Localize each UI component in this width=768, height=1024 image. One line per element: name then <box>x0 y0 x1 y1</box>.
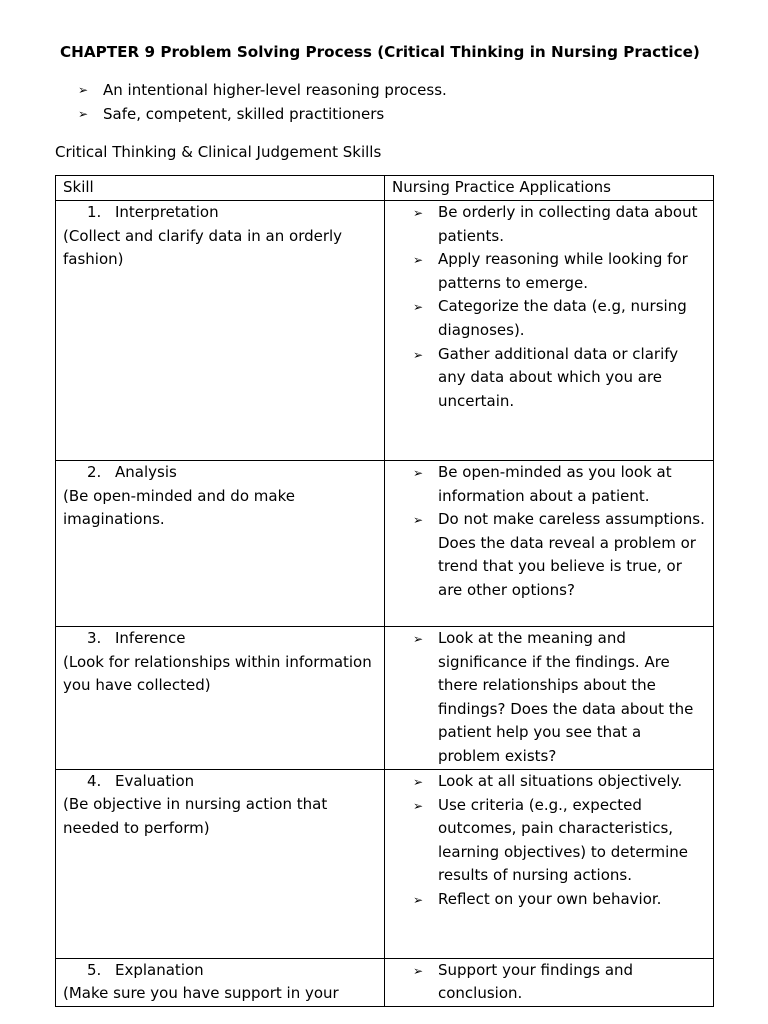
skill-description: (Be objective in nursing action that needed to perform) <box>63 795 328 837</box>
skill-description: (Make sure you have support in your <box>63 984 339 1003</box>
arrow-bullet-icon: ➢ <box>78 83 89 97</box>
page-title: CHAPTER 9 Problem Solving Process (Critical Thinking in Nursing Practice) <box>60 43 700 61</box>
skill-number: 3. <box>87 629 102 647</box>
table-header-row <box>56 176 714 201</box>
list-item <box>413 295 707 342</box>
arrow-bullet-icon: ➢ <box>78 107 89 121</box>
skill-cell <box>56 958 385 1006</box>
applications-list <box>392 461 707 603</box>
table-row <box>56 769 714 958</box>
application-text: Do not make careless assumptions. Does the data reveal a problem or trend that you believe is true, or are other options? <box>438 510 705 599</box>
arrow-bullet-icon: ➢ <box>413 774 424 789</box>
skill-heading <box>63 461 378 485</box>
application-text: Look at all situations objectively. <box>438 771 683 790</box>
section-heading: Critical Thinking & Clinical Judgement Skills <box>55 143 382 161</box>
skills-table <box>55 175 714 1007</box>
application-text: Use criteria (e.g., expected outcomes, pain characteristics, learning objectives) to determine results of nursing actions. <box>438 795 688 885</box>
application-text: Be orderly in collecting data about patients. <box>438 203 698 245</box>
skill-name: Interpretation <box>115 203 219 221</box>
application-text: Categorize the data (e.g, nursing diagnoses). <box>438 297 687 339</box>
table-row <box>56 958 714 1006</box>
list-item <box>413 770 707 794</box>
arrow-bullet-icon: ➢ <box>413 300 424 315</box>
application-text: Look at the meaning and significance if the findings. Are there relationships about the findings? Does the data about the patient help you see that a problem exists? <box>438 629 694 765</box>
skill-name: Analysis <box>115 463 177 481</box>
bullet-text: Safe, competent, skilled practitioners <box>103 105 385 123</box>
table-row <box>56 627 714 770</box>
list-item <box>413 888 707 912</box>
arrow-bullet-icon: ➢ <box>413 632 424 646</box>
arrow-bullet-icon: ➢ <box>413 963 424 978</box>
list-item <box>413 343 707 414</box>
application-text: Apply reasoning while looking for patterns to emerge. <box>438 250 688 292</box>
arrow-bullet-icon: ➢ <box>413 466 424 480</box>
list-item <box>413 959 707 1006</box>
table-row <box>56 461 714 627</box>
skill-description: (Collect and clarify data in an orderly fashion) <box>63 226 343 269</box>
skill-number: 1. <box>87 203 102 221</box>
application-text: Gather additional data or clarify any data about which you are uncertain. <box>438 344 679 410</box>
table-row <box>56 201 714 461</box>
applications-cell <box>385 769 714 958</box>
arrow-bullet-icon: ➢ <box>413 253 424 268</box>
arrow-bullet-icon: ➢ <box>413 798 424 813</box>
skill-cell <box>56 201 385 461</box>
skill-cell <box>56 461 385 627</box>
arrow-bullet-icon: ➢ <box>413 206 424 220</box>
skill-number: 2. <box>87 463 102 481</box>
skill-name: Evaluation <box>115 771 195 790</box>
skill-number: 4. <box>87 771 102 790</box>
list-item <box>413 627 707 769</box>
list-item <box>413 461 707 508</box>
arrow-bullet-icon: ➢ <box>413 347 424 362</box>
skill-description: (Be open-minded and do make imaginations. <box>63 486 295 529</box>
intro-bullet-list <box>78 78 447 126</box>
skill-description: (Look for relationships within information you have collected) <box>63 652 372 695</box>
application-text: Support your findings and conclusion. <box>438 960 634 1003</box>
applications-list <box>392 959 707 1006</box>
column-header-applications: Nursing Practice Applications <box>385 176 714 201</box>
arrow-bullet-icon: ➢ <box>413 892 424 907</box>
skill-heading <box>63 770 378 794</box>
applications-list <box>392 770 707 912</box>
skill-heading <box>63 201 378 225</box>
application-text: Reflect on your own behavior. <box>438 889 662 908</box>
skill-heading <box>63 959 378 983</box>
arrow-bullet-icon: ➢ <box>413 513 424 528</box>
list-item <box>413 201 707 248</box>
list-item <box>413 248 707 295</box>
application-text: Be open-minded as you look at information about a patient. <box>438 463 672 505</box>
skill-name: Inference <box>115 629 186 647</box>
skill-cell <box>56 627 385 770</box>
skill-cell <box>56 769 385 958</box>
list-item <box>413 794 707 888</box>
skill-heading <box>63 627 378 651</box>
skill-name: Explanation <box>115 960 204 979</box>
skill-number: 5. <box>87 960 102 979</box>
applications-list <box>392 201 707 413</box>
applications-cell <box>385 201 714 461</box>
list-item <box>78 78 447 102</box>
applications-cell <box>385 958 714 1006</box>
list-item <box>78 102 447 126</box>
applications-list <box>392 627 707 769</box>
applications-cell <box>385 461 714 627</box>
applications-cell <box>385 627 714 770</box>
list-item <box>413 508 707 602</box>
bullet-text: An intentional higher-level reasoning process. <box>103 81 447 99</box>
column-header-skill: Skill <box>56 176 385 201</box>
